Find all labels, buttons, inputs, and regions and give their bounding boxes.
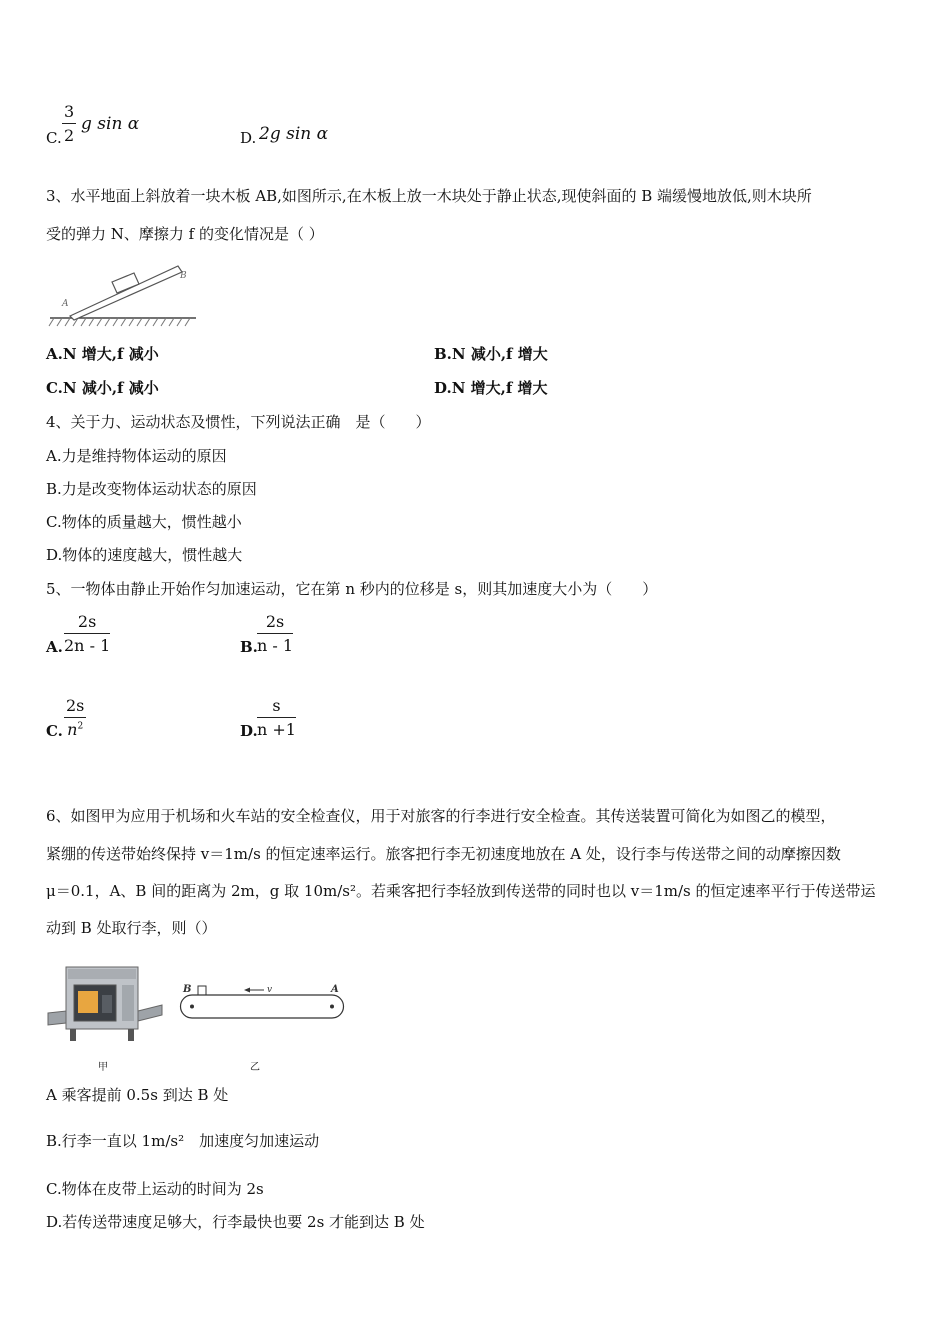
q5-option-d-label: D. (240, 722, 258, 740)
figure-jia-caption: 甲 (98, 1062, 108, 1073)
q2-option-c-expr: g sin α (81, 114, 140, 134)
fraction-denominator: n - 1 (257, 636, 294, 655)
q6-stem-line1: 6、如图甲为应用于机场和火车站的安全检查仪，用于对旅客的行李进行安全检查。其传送装置可简化为如图乙的模型， (46, 807, 836, 825)
figure-yi-caption: 乙 (250, 1062, 260, 1073)
q6-option-c: C.物体在皮带上运动的时间为 2s (46, 1180, 264, 1198)
q3-stem-line1: 3、水平地面上斜放着一块木板 AB,如图所示,在木板上放一木块处于静止状态,现使斜面的 B 端缓慢地放低,则木块所 (46, 187, 812, 205)
q2-option-c-label: C. (46, 129, 62, 147)
fraction-numerator: s (257, 696, 296, 718)
security-scanner-figure (46, 965, 164, 1047)
conveyor-belt-figure (178, 978, 346, 1028)
q6-option-d: D.若传送带速度足够大，行李最快也要 2s 才能到达 B 处 (46, 1213, 425, 1231)
q6-option-b: B.行李一直以 1m/s² 加速度匀加速运动 (46, 1132, 320, 1150)
figure-label-b: B (180, 271, 187, 281)
fraction-denominator (64, 718, 86, 739)
q4-option-c: C.物体的质量越大，惯性越小 (46, 513, 242, 531)
denominator-base: n (67, 720, 78, 739)
q5-stem: 5、一物体由静止开始作匀加速运动，它在第 n 秒内的位移是 s，则其加速度大小为（ ） (46, 580, 658, 598)
fraction-denominator: 2n - 1 (64, 636, 111, 655)
belt-velocity-label: v (267, 985, 273, 995)
fraction-denominator: 2 (64, 126, 75, 145)
q5-option-a-fraction (64, 612, 110, 655)
q3-option-a: A.N 增大,f 减小 (46, 345, 159, 363)
q5-option-c-fraction (64, 696, 86, 739)
q6-stem-line4: 动到 B 处取行李，则（） (46, 919, 217, 937)
q5-option-d-fraction (257, 696, 296, 739)
q6-stem-line2: 紧绷的传送带始终保持 v＝1m/s 的恒定速率运行。旅客把行李无初速度地放在 A 处，设行李与传送带之间的动摩擦因数 (46, 845, 841, 863)
q3-option-b: B.N 减小,f 增大 (434, 345, 548, 363)
q4-option-b: B.力是改变物体运动状态的原因 (46, 480, 257, 498)
q5-option-a-label: A. (46, 638, 63, 656)
fraction-numerator: 2s (257, 612, 293, 634)
q6-stem-line3: μ＝0.1，A、B 间的距离为 2m，g 取 10m/s²。若乘客把行李轻放到传送带的同时也以 v＝1m/s 的恒定速率平行于传送带运 (46, 882, 876, 900)
q2-option-d-expr: 2g sin α (259, 124, 329, 144)
q4-option-a: A.力是维持物体运动的原因 (46, 447, 227, 465)
q6-option-a: A 乘客提前 0.5s 到达 B 处 (46, 1086, 229, 1104)
q5-option-c-label: C. (46, 722, 63, 740)
q2-option-d-label: D. (240, 129, 257, 147)
q2-option-c-fraction (62, 102, 76, 145)
luggage-box (198, 986, 206, 995)
q5-option-b-fraction (257, 612, 293, 655)
q3-option-c: C.N 减小,f 减小 (46, 379, 159, 397)
incline-board-figure (46, 256, 201, 328)
q3-stem-line2: 受的弹力 N、摩擦力 f 的变化情况是（ ） (46, 225, 324, 243)
belt-label-a: A (331, 984, 339, 995)
fraction-denominator: n +1 (257, 720, 296, 739)
q3-option-d: D.N 增大,f 增大 (434, 379, 548, 397)
denominator-exponent: 2 (77, 721, 84, 732)
q4-stem: 4、关于力、运动状态及惯性，下列说法正确 是（ ） (46, 413, 431, 431)
q4-option-d: D.物体的速度越大，惯性越大 (46, 546, 243, 564)
fraction-numerator: 2s (64, 612, 110, 634)
fraction-numerator: 2s (64, 696, 86, 718)
q5-option-b-label: B. (240, 638, 258, 656)
fraction-numerator: 3 (62, 102, 76, 124)
figure-label-a: A (62, 299, 69, 309)
belt-label-b: B (183, 984, 192, 995)
